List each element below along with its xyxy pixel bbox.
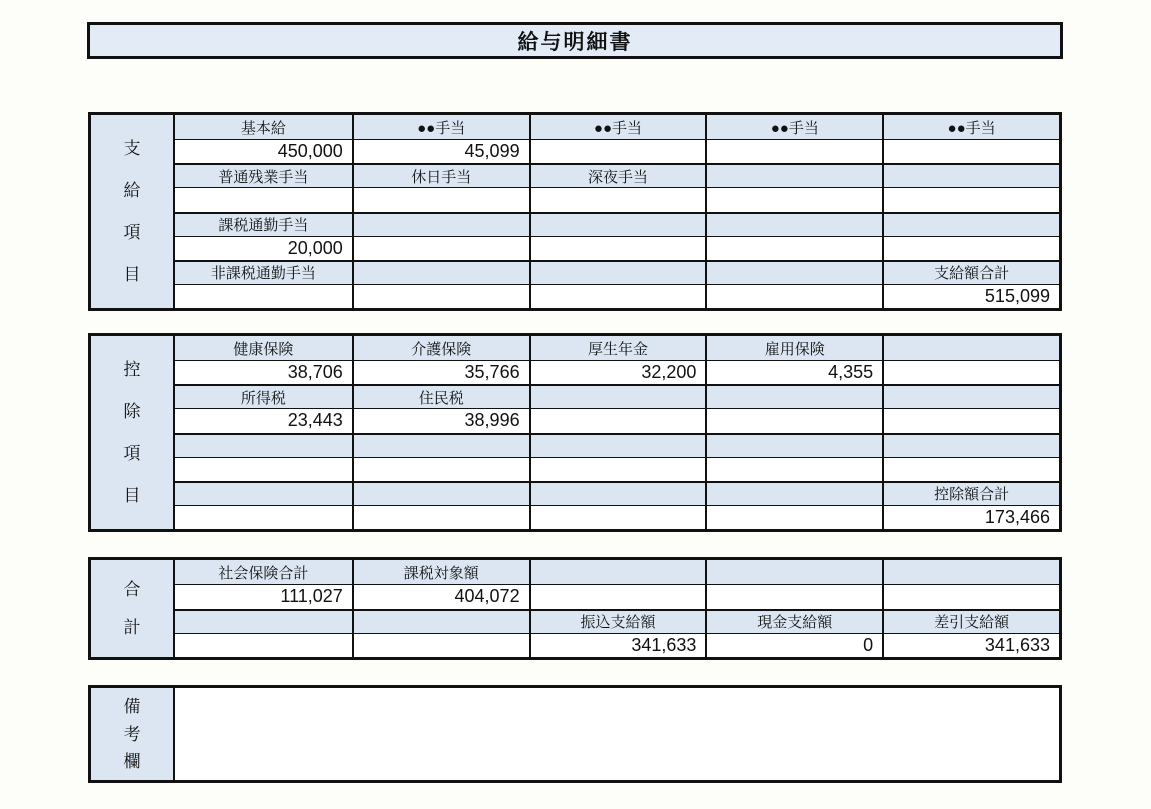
label-row (175, 384, 1059, 408)
value-cell (175, 634, 352, 657)
header-cell: 深夜手当 (529, 165, 706, 187)
value-row (175, 633, 1059, 657)
value-cell (705, 506, 882, 529)
header-cell (529, 262, 706, 284)
header-cell (882, 336, 1059, 360)
value-cell (882, 361, 1059, 384)
header-cell: ●●手当 (705, 115, 882, 139)
value-cell: 111,027 (175, 585, 352, 608)
header-cell: 非課税通勤手当 (175, 262, 352, 284)
payment-section-side-label: 支 給 項 目 (91, 115, 175, 308)
value-cell: 4,355 (705, 361, 882, 384)
value-cell: 515,099 (882, 285, 1059, 308)
header-cell: 課税対象額 (352, 560, 529, 584)
value-cell: 38,996 (352, 409, 529, 432)
payment-section (88, 112, 1062, 311)
header-cell (352, 435, 529, 457)
header-cell: 基本給 (175, 115, 352, 139)
label-row (175, 433, 1059, 457)
value-cell (175, 188, 352, 211)
header-cell (175, 435, 352, 457)
value-cell (529, 237, 706, 260)
header-cell: 住民税 (352, 386, 529, 408)
label-row (175, 336, 1059, 360)
header-cell (352, 214, 529, 236)
header-cell (882, 165, 1059, 187)
header-cell: 現金支給額 (705, 611, 882, 633)
value-cell (529, 458, 706, 481)
value-cell: 0 (705, 634, 882, 657)
deduction-table (175, 336, 1059, 529)
header-cell: 介護保険 (352, 336, 529, 360)
header-cell: 普通残業手当 (175, 165, 352, 187)
value-cell (175, 285, 352, 308)
value-row (175, 187, 1059, 211)
value-cell (352, 506, 529, 529)
label-row (175, 212, 1059, 236)
value-cell (882, 409, 1059, 432)
value-cell: 32,200 (529, 361, 706, 384)
value-row (175, 284, 1059, 308)
label-row (175, 115, 1059, 139)
header-cell: 振込支給額 (529, 611, 706, 633)
value-row (175, 457, 1059, 481)
header-cell (352, 611, 529, 633)
value-cell (705, 458, 882, 481)
value-cell (529, 140, 706, 163)
value-cell (352, 237, 529, 260)
header-cell (882, 386, 1059, 408)
header-cell: ●●手当 (882, 115, 1059, 139)
value-cell (529, 506, 706, 529)
header-cell: 社会保険合計 (175, 560, 352, 584)
header-cell: 健康保険 (175, 336, 352, 360)
value-cell: 38,706 (175, 361, 352, 384)
header-cell: ●●手当 (352, 115, 529, 139)
value-cell (529, 285, 706, 308)
header-cell (352, 262, 529, 284)
header-cell (175, 611, 352, 633)
value-row (175, 360, 1059, 384)
value-cell (352, 285, 529, 308)
value-cell (705, 188, 882, 211)
value-cell: 341,633 (529, 634, 706, 657)
value-cell (882, 585, 1059, 608)
header-cell: 雇用保険 (705, 336, 882, 360)
label-row (175, 260, 1059, 284)
payment-table (175, 115, 1059, 308)
header-cell: 支給額合計 (882, 262, 1059, 284)
value-cell (352, 188, 529, 211)
label-row (175, 481, 1059, 505)
header-cell (882, 560, 1059, 584)
header-cell (882, 214, 1059, 236)
total-section-side-label: 合 計 (91, 560, 175, 657)
value-cell: 450,000 (175, 140, 352, 163)
header-cell (705, 435, 882, 457)
value-cell: 20,000 (175, 237, 352, 260)
value-cell: 173,466 (882, 506, 1059, 529)
value-cell: 35,766 (352, 361, 529, 384)
deduction-section-side-label: 控 除 項 目 (91, 336, 175, 529)
header-cell (352, 483, 529, 505)
value-row (175, 584, 1059, 608)
value-cell (705, 285, 882, 308)
value-cell (529, 585, 706, 608)
remarks-content (175, 688, 1059, 780)
title-bar (88, 23, 1062, 58)
header-cell: 差引支給額 (882, 611, 1059, 633)
label-row (175, 163, 1059, 187)
header-cell (529, 214, 706, 236)
remarks-section (88, 685, 1062, 783)
header-cell: 控除額合計 (882, 483, 1059, 505)
total-table (175, 560, 1059, 657)
value-cell (705, 409, 882, 432)
value-cell (529, 188, 706, 211)
page-title: 給与明細書 (517, 30, 633, 54)
value-cell (882, 188, 1059, 211)
value-cell (352, 458, 529, 481)
value-cell (175, 458, 352, 481)
remarks-section-side-label: 備 考 欄 (91, 688, 175, 780)
value-cell (882, 140, 1059, 163)
value-cell (705, 140, 882, 163)
value-row (175, 505, 1059, 529)
header-cell: 厚生年金 (529, 336, 706, 360)
header-cell (705, 214, 882, 236)
header-cell (529, 560, 706, 584)
value-cell: 45,099 (352, 140, 529, 163)
header-cell (175, 483, 352, 505)
value-cell (882, 458, 1059, 481)
header-cell (705, 165, 882, 187)
value-row (175, 236, 1059, 260)
header-cell (882, 435, 1059, 457)
header-cell (705, 386, 882, 408)
header-cell: 所得税 (175, 386, 352, 408)
header-cell: 課税通勤手当 (175, 214, 352, 236)
value-cell (175, 506, 352, 529)
value-row (175, 408, 1059, 432)
header-cell: ●●手当 (529, 115, 706, 139)
value-cell: 23,443 (175, 409, 352, 432)
label-row (175, 609, 1059, 633)
header-cell (529, 386, 706, 408)
value-cell (529, 409, 706, 432)
value-cell (705, 237, 882, 260)
total-section (88, 557, 1062, 660)
value-cell (882, 237, 1059, 260)
value-cell (705, 585, 882, 608)
header-cell (705, 483, 882, 505)
header-cell (529, 483, 706, 505)
value-row (175, 139, 1059, 163)
value-cell: 341,633 (882, 634, 1059, 657)
header-cell (705, 560, 882, 584)
value-cell: 404,072 (352, 585, 529, 608)
header-cell (705, 262, 882, 284)
deduction-section (88, 333, 1062, 532)
label-row (175, 560, 1059, 584)
header-cell (529, 435, 706, 457)
value-cell (352, 634, 529, 657)
header-cell: 休日手当 (352, 165, 529, 187)
